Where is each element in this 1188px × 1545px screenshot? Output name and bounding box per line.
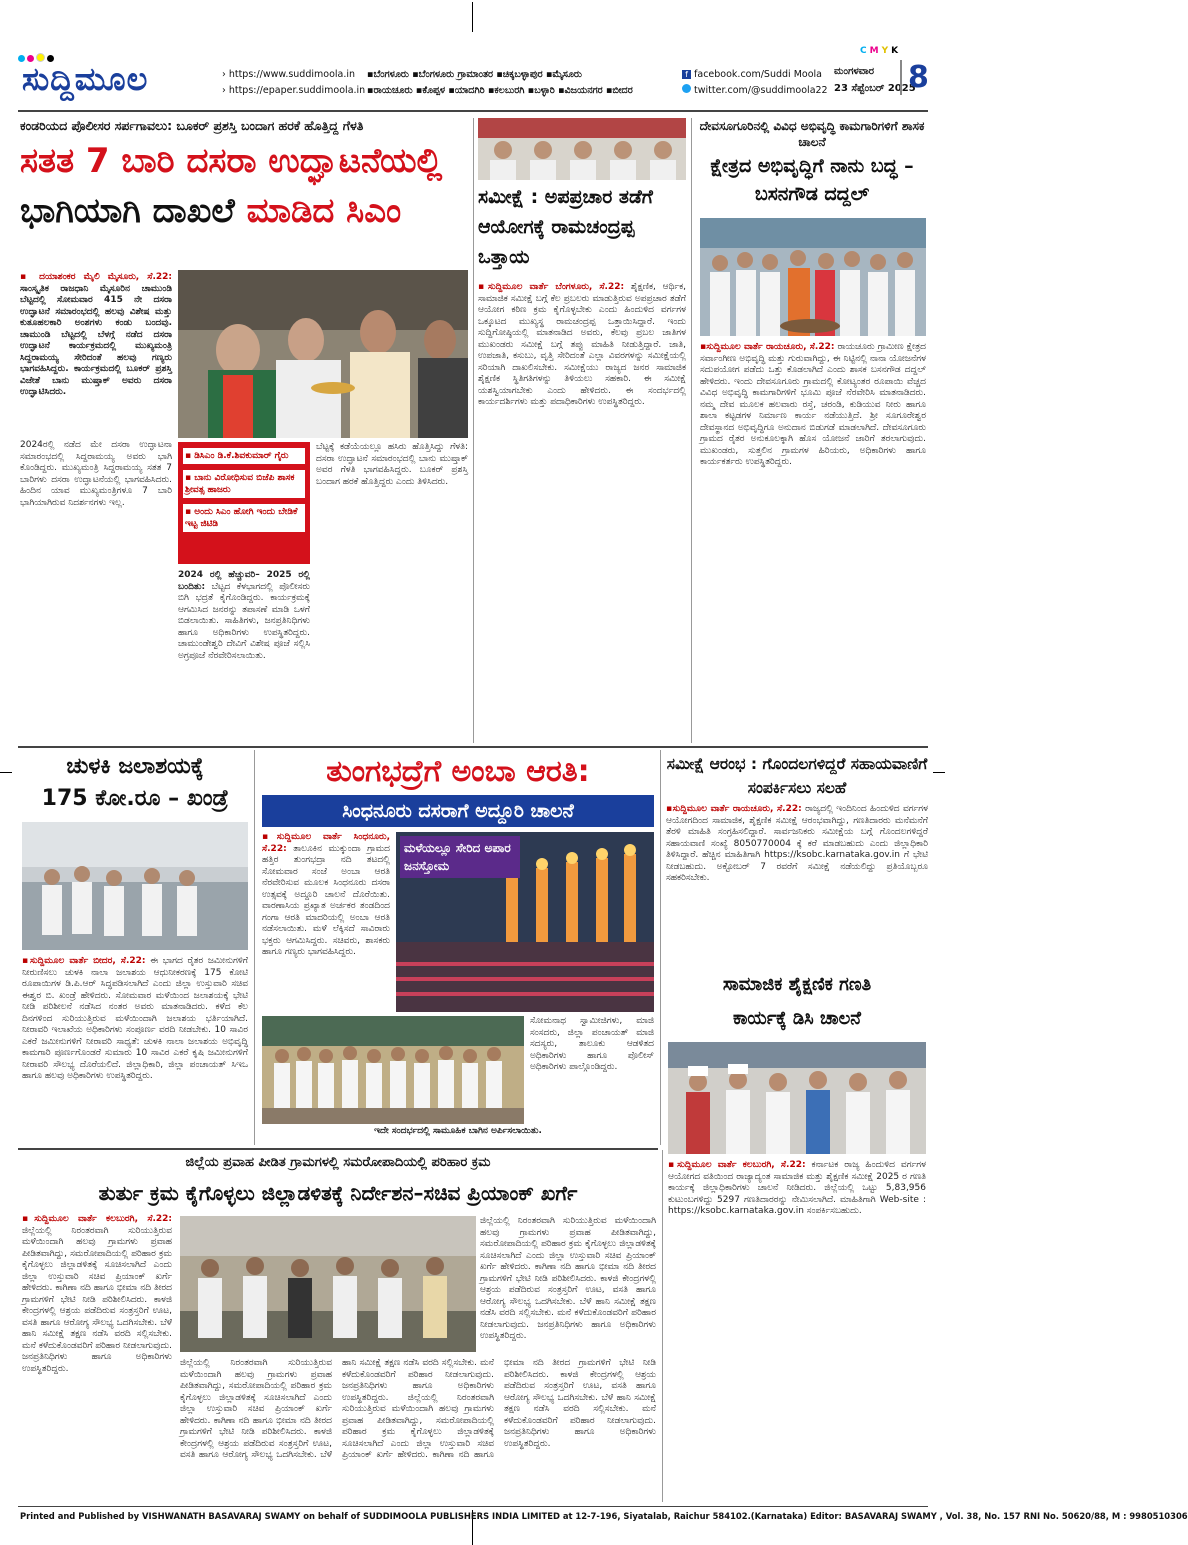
lead-bullet-1: ▪ ಡಿಸಿಎಂ ಡಿ.ಕೆ.ಶಿವಕುಮಾರ್ ಗೈರು [183, 448, 305, 464]
column-rule-2 [691, 118, 692, 743]
samikshe-headline: ಸಮೀಕ್ಷೆ : ಅಪಪ್ರಚಾರ ತಡೆಗೆ ಆಯೋಗಕ್ಕೆ ರಾಮಚಂದ್ರಪ್ಪ ಒತ್ತಾಯ [478, 186, 653, 268]
footer-rule [18, 1506, 928, 1507]
lead-headline-2: ಭಾಗಿಯಾಗಿ ದಾಖಲೆ ಮಾಡಿದ ಸಿಎಂ [20, 191, 402, 231]
devasugur-body: ▪ಸುದ್ದಿಮೂಲ ವಾರ್ತೆ ರಾಯಚೂರು, ಸೆ.22: ರಾಯಚೂರು ಗ್ರಾಮೀಣ ಕ್ಷೇತ್ರದ ಸರ್ವಾಂಗೀಣ ಅಭಿವೃದ್ಧಿ ಮತ್ತು ಗುರುವಾಗಿದ್ದು, ಈ ನಿಟ್ಟಿನಲ್ಲಿ ನಾನಾ ಯೋಜನೆಗಳ ಸದುಪಯೋಗ ಪಡೆದು ಒತ್ತು ಕೊಡಲಾಗಿದೆ ಎಂದು ಶಾಸಕ ಬಸನಗೌಡ ದದ್ದಲ್ ಹೇಳಿದರು. ಇಂದು ದೇವಸೂಗೂರು ಗ್ರಾಮದಲ್ಲಿ ಕೋಟ್ಯಂತರ ರೂಪಾಯಿ ವೆಚ್ಚದ ವಿವಿಧ ಅಭಿವೃದ್ಧಿ ಕಾಮಗಾರಿಗಳಿಗೆ ಭೂಮಿ ಪೂಜೆ ನೆರವೇರಿಸಿ ಮಾತನಾಡಿದರು. ನಮ್ಮ ದೇವ ಮೂಲಕ ಹಲವಾರು ರಸ್ತೆ, ಚರಂಡಿ, ಕುಡಿಯುವ ನೀರು ಹಾಗೂ ಶಾಲಾ ಕಟ್ಟಡಗಳ ನಿರ್ಮಾಣ ಕಾರ್ಯ ನಡೆಯುತ್ತಿದೆ. ಶ್ರೀ ಸೂಗೂರೇಶ್ವರ ದೇವಸ್ಥಾನದ ಅಭಿವೃದ್ಧಿಗೂ ಅನುದಾನ ಬಿಡುಗಡೆ ಮಾಡಲಾಗಿದೆ. ದೇವಸೂಗೂರು ಗ್ರಾಮದ ರೈತರ ಅನುಕೂಲಕ್ಕಾಗಿ ಹೊಸ ಯೋಜನೆ ಜಾರಿಗೆ ತರಲಾಗುವುದು. ಮುಖಂಡರು, ಸುತ್ತಲಿನ ಗ್ರಾಮಗಳ ಹಿರಿಯರು, ಅಧಿಕಾರಿಗಳು ಹಾಗೂ ಕಾರ್ಯಕರ್ತರು ಉಪಸ್ಥಿತರಿದ್ದರು. [700, 342, 926, 467]
section-rule-2 [18, 1148, 658, 1150]
date-label: 23 ಸೆಪ್ಟೆಂಬರ್ 2025 [834, 83, 916, 94]
ganati-photo [668, 1042, 926, 1154]
flood-inspection-photo [180, 1216, 476, 1352]
crop-mark-right [933, 772, 945, 773]
crop-mark-left [0, 772, 12, 773]
column-rule-5 [662, 1150, 663, 1502]
tungabhadra-body: ▪ಸುದ್ದಿಮೂಲ ವಾರ್ತೆ ಸಿಂಧನೂರು, ಸೆ.22: ತಾಲೂಕಿನ ಮುಕ್ಕುಂದಾ ಗ್ರಾಮದ ಹತ್ತಿರ ತುಂಗಭದ್ರಾ ನದಿ ತಟದಲ್ಲಿ ಸೋಮವಾರ ಸಂಜೆ ಅಂಬಾ ಆರತಿ ನೆರವೇರಿಸುವ ಮೂಲಕ ಸಿಂಧನೂರು ದಸರಾ ಉತ್ಸವಕ್ಕೆ ಅದ್ದೂರಿ ಚಾಲನೆ ದೊರೆಯಿತು. ವಾರಣಾಸಿಯ ಪ್ರಖ್ಯಾತ ಅರ್ಚಕರ ತಂಡದಿಂದ ಗಂಗಾ ಆರತಿ ಮಾದರಿಯಲ್ಲಿ ಅಂಬಾ ಆರತಿ ನಡೆಸಲಾಯಿತು. ಮಳೆ ಲೆಕ್ಕಿಸದೆ ಸಾವಿರಾರು ಭಕ್ತರು ಆಗಮಿಸಿದ್ದರು. ಸಚಿವರು, ಶಾಸಕರು ಹಾಗೂ ಗಣ್ಯರು ಭಾಗವಹಿಸಿದ್ದರು. [262, 832, 390, 957]
footer-imprint: Printed and Published by VISHWANATH BASAVARAJ SWAMY on behalf of SUDDIMOOLA PUBLISHERS INDIA LIMITED at 12-7-196, Siyatalab, Raichur 584102.(Karnataka) Editor: BASAVARAJ SWAMY , Vol. 38, No. 157 RNI No. 50620/88, M : 9980510306 [20, 1511, 1188, 1521]
column-rule-1 [473, 118, 474, 743]
lead-headline-1: ಸತತ 7 ಬಾರಿ ದಸರಾ ಉದ್ಘಾಟನೆಯಲ್ಲಿ [20, 141, 443, 181]
lead-kicker: ಕಂಡರಿಯದ ಪೊಲೀಸರ ಸರ್ಪಗಾವಲು: ಬೂಕರ್ ಪ್ರಶಸ್ತಿ ಬಂದಾಗ ಹರಕೆ ಹೊತ್ತಿದ್ದ ಗೆಳತಿ [20, 118, 364, 133]
crop-mark-top [472, 2, 473, 32]
chulaki-headline-2: 175 ಕೋ.ರೂ – ಖಂಡ್ರೆ [41, 786, 229, 811]
lead-subhead: 2024 ರಲ್ಲಿ ಹೆಚ್ಚುವರಿ– 2025 ರಲ್ಲಿ ಬಂದಿತು: [178, 570, 310, 592]
arati-photo-caption: ಮಳೆಯಲ್ಲೂ ಸೇರಿದ ಅಪಾರ ಜನಸ್ತೋಮ [400, 836, 520, 878]
day-label: ಮಂಗಳವಾರ [834, 66, 875, 77]
chulaki-photo [22, 822, 248, 950]
survey-launch-photo [668, 1042, 926, 1154]
chulaki-headline-1: ಚುಳಕಿ ಜಲಾಶಯಕ್ಕೆ [66, 754, 204, 779]
ganati-headline-1: ಸಾಮಾಜಿಕ ಶೈಕ್ಷಣಿಕ ಗಣತಿ [722, 974, 872, 995]
tungabhadra-subhead: ಸಿಂಧನೂರು ದಸರಾಗೆ ಅದ್ದೂರಿ ಚಾಲನೆ [262, 795, 654, 827]
samikshe-photo [478, 118, 686, 180]
cities-line-1: ▪ಬೆಂಗಳೂರು ▪ಬೆಂಗಳೂರು ಗ್ರಾಮಾಂತರ ▪ಚಿಕ್ಕಬಳ್ಳಾಪುರ ▪ಮೈಸೂರು [367, 69, 582, 80]
lead-bullet-box [178, 442, 310, 564]
reservoir-inspection-photo [22, 822, 248, 950]
epaper-link[interactable]: › https://epaper.suddimoola.in [222, 85, 366, 96]
lead-photo [178, 270, 468, 438]
facebook-icon: f [682, 70, 691, 79]
lead-bullet-2: ▪ ಬಾನು ವಿರೋಧಿಸುವ ಬಿಜೆಪಿ ಶಾಸಕ ಶ್ರೀವತ್ಸ ಹಾಜರು [183, 470, 305, 498]
crowd-photo [262, 1016, 524, 1124]
flood-headline: ತುರ್ತು ಕ್ರಮ ಕೈಗೊಳ್ಳಲು ಜಿಲ್ಲಾಡಳಿತಕ್ಕೆ ನಿರ್ದೇಶನ–ಸಚಿವ ಪ್ರಿಯಾಂಕ್ ಖರ್ಗೆ [98, 1181, 578, 1205]
bhoomi-pooja-photo [700, 218, 926, 336]
masthead [22, 62, 927, 106]
logo: ಸುದ್ದಿಮೂಲ [22, 60, 149, 98]
twitter-icon [682, 84, 691, 93]
lead-bullet-3: ▪ ಅಂದು ಸಿಎಂ ಹೋಗಿ ಇಂದು ಬೇಡಿಕೆ ಇಟ್ಟ ಜಿಟಿಡಿ [183, 504, 305, 532]
gondala-headline: ಸಮೀಕ್ಷೆ ಆರಂಭ : ಗೊಂದಲಗಳಿದ್ದರೆ ಸಹಾಯವಾಣಿಗೆ ಸಂಪರ್ಕಿಸಲು ಸಲಹೆ [666, 755, 928, 797]
masthead-rule [18, 110, 928, 112]
lead-byline: ▪ ದಯಾಶಂಕರ ಮೈಲಿ ಮೈಸೂರು, ಸೆ.22: ಸಾಂಸ್ಕೃತಿಕ ರಾಜಧಾನಿ ಮೈಸೂರಿನ ಚಾಮುಂಡಿ ಬೆಟ್ಟದಲ್ಲಿ ಸೋಮವಾರ 415 ನೇ ದಸರಾ ಉದ್ಘಾಟನೆ ಸಮಾರಂಭದಲ್ಲಿ ಹಲವು ವಿಶೇಷ ಮತ್ತು ಕುತೂಹಲಕಾರಿ ಅಂಶಗಳು ಕಂಡು ಬಂದವು. ಚಾಮುಂಡಿ ಬೆಟ್ಟದಲ್ಲಿ ಬೆಳಗ್ಗೆ ನಡೆದ ದಸರಾ ಉದ್ಘಾಟನೆ ಕಾರ್ಯಕ್ರಮದಲ್ಲಿ ಮುಖ್ಯಮಂತ್ರಿ ಸಿದ್ದರಾಮಯ್ಯ ಸೇರಿದಂತೆ ಹಲವು ಗಣ್ಯರು ಭಾಗವಹಿಸಿದ್ದರು. ಕಾರ್ಯಕ್ರಮದಲ್ಲಿ ಬೂಕರ್ ಪ್ರಶಸ್ತಿ ವಿಜೇತೆ ಬಾನು ಮುಷ್ತಾಕ್ ಅವರು ದಸರಾ ಉದ್ಘಾಟಿಸಿದರು. [20, 272, 172, 397]
flood-body-col3: ಜಿಲ್ಲೆಯಲ್ಲಿ ನಿರಂತರವಾಗಿ ಸುರಿಯುತ್ತಿರುವ ಮಳೆಯಿಂದಾಗಿ ಹಲವು ಗ್ರಾಮಗಳು ಪ್ರವಾಹ ಪೀಡಿತವಾಗಿದ್ದು, ಸಮರೋಪಾದಿಯಲ್ಲಿ ಪರಿಹಾರ ಕ್ರಮ ಕೈಗೊಳ್ಳಲು ಜಿಲ್ಲಾಡಳಿತಕ್ಕೆ ಸೂಚಿಸಲಾಗಿದೆ ಎಂದು ಜಿಲ್ಲಾ ಉಸ್ತುವಾರಿ ಸಚಿವ ಪ್ರಿಯಾಂಕ್ ಖರ್ಗೆ ಹೇಳಿದರು. ಕಾಗಿಣಾ ನದಿ ಹಾಗೂ ಭೀಮಾ ನದಿ ತೀರದ ಗ್ರಾಮಗಳಿಗೆ ಭೇಟಿ ನೀಡಿ ಪರಿಶೀಲಿಸಿದರು. ಕಾಳಜಿ ಕೇಂದ್ರಗಳಲ್ಲಿ ಆಶ್ರಯ ಪಡೆದಿರುವ ಸಂತ್ರಸ್ತರಿಗೆ ಊಟ, ವಸತಿ ಹಾಗೂ ಆರೋಗ್ಯ ಸೌಲಭ್ಯ ಒದಗಿಸಬೇಕು. ಬೆಳೆ ಹಾನಿ ಸಮೀಕ್ಷೆ ತಕ್ಷಣ ನಡೆಸಿ ವರದಿ ಸಲ್ಲಿಸಬೇಕು. ಮನೆ ಕಳೆದುಕೊಂಡವರಿಗೆ ಪರಿಹಾರ ನೀಡಲಾಗುವುದು. ಜನಪ್ರತಿನಿಧಿಗಳು ಹಾಗೂ ಅಧಿಕಾರಿಗಳು ಉಪಸ್ಥಿತರಿದ್ದರು. ಜಿಲ್ಲೆಯಲ್ಲಿ ನಿರಂತರವಾಗಿ ಸುರಿಯುತ್ತಿರುವ ಮಳೆಯಿಂದಾಗಿ ಹಲವು ಗ್ರಾಮಗಳು ಪ್ರವಾಹ ಪೀಡಿತವಾಗಿದ್ದು, ಸಮರೋಪಾದಿಯಲ್ಲಿ ಪರಿಹಾರ ಕ್ರಮ ಕೈಗೊಳ್ಳಲು ಜಿಲ್ಲಾಡಳಿತಕ್ಕೆ ಸೂಚಿಸಲಾಗಿದೆ ಎಂದು ಜಿಲ್ಲಾ ಉಸ್ತುವಾರಿ ಸಚಿವ ಪ್ರಿಯಾಂಕ್ ಖರ್ಗೆ ಹೇಳಿದರು. ಕಾಗಿಣಾ ನದಿ ಹಾಗೂ ಭೀಮಾ ನದಿ ತೀರದ ಗ್ರಾಮಗಳಿಗೆ ಭೇಟಿ ನೀಡಿ ಪರಿಶೀಲಿಸಿದರು. ಕಾಳಜಿ ಕೇಂದ್ರಗಳಲ್ಲಿ ಆಶ್ರಯ ಪಡೆದಿರುವ ಸಂತ್ರಸ್ತರಿಗೆ ಊಟ, ವಸತಿ ಹಾಗೂ ಆರೋಗ್ಯ ಸೌಲಭ್ಯ ಒದಗಿಸಬೇಕು. ಬೆಳೆ ಹಾನಿ ಸಮೀಕ್ಷೆ ತಕ್ಷಣ ನಡೆಸಿ ವರದಿ ಸಲ್ಲಿಸಬೇಕು. ಮನೆ ಕಳೆದುಕೊಂಡವರಿಗೆ ಪರಿಹಾರ ನೀಡಲಾಗುವುದು. ಜನಪ್ರತಿನಿಧಿಗಳು ಹಾಗೂ ಅಧಿಕಾರಿಗಳು ಉಪಸ್ಥಿತರಿದ್ದರು. [180, 1358, 656, 1460]
twitter-link[interactable]: twitter.com/@suddimoola22 [682, 84, 828, 97]
website-link[interactable]: › https://www.suddimoola.in [222, 69, 356, 80]
column-rule-3 [254, 750, 255, 1145]
cities-line-2: ▪ರಾಯಚೂರು ▪ಕೊಪ್ಪಳ ▪ಯಾದಗಿರಿ ▪ಕಲಬುರಗಿ ▪ಬಳ್ಳಾರಿ ▪ವಿಜಯನಗರ ▪ಬೀದರ [367, 85, 633, 96]
press-meet-photo [478, 118, 686, 180]
samikshe-body: ▪ಸುದ್ದಿಮೂಲ ವಾರ್ತೆ ಬೆಂಗಳೂರು, ಸೆ.22: ಶೈಕ್ಷಣಿಕ, ಆರ್ಥಿಕ, ಸಾಮಾಜಿಕ ಸಮೀಕ್ಷೆ ಬಗ್ಗೆ ಕೆಲ ಪ್ರಬಲರು ಮಾಡುತ್ತಿರುವ ಅಪಪ್ರಚಾರ ತಡೆಗೆ ಆಯೋಗ ಕಠಿಣ ಕ್ರಮ ಕೈಗೊಳ್ಳಬೇಕು ಎಂದು ಹಿಂದುಳಿದ ವರ್ಗಗಳ ಒಕ್ಕೂಟದ ಮುಖ್ಯಸ್ಥ ರಾಮಚಂದ್ರಪ್ಪ ಒತ್ತಾಯಿಸಿದ್ದಾರೆ. ಇಂದು ಸುದ್ದಿಗೋಷ್ಠಿಯಲ್ಲಿ ಮಾತನಾಡಿದ ಅವರು, ಕೆಲವು ಪ್ರಬಲ ಜಾತಿಗಳ ಮುಖಂಡರು ಸಮೀಕ್ಷೆ ಬಗ್ಗೆ ತಪ್ಪು ಮಾಹಿತಿ ನೀಡುತ್ತಿದ್ದಾರೆ. ಜಾತಿ, ಉಪಜಾತಿ, ಕಸುಬು, ವೃತ್ತಿ ಸೇರಿದಂತೆ ಎಲ್ಲಾ ವಿವರಗಳನ್ನು ಸಮೀಕ್ಷೆಯಲ್ಲಿ ಸರಿಯಾಗಿ ದಾಖಲಿಸಬೇಕು. ಸಮೀಕ್ಷೆಯು ರಾಜ್ಯದ ಜನರ ಸಾಮಾಜಿಕ ಶೈಕ್ಷಣಿಕ ಸ್ಥಿತಿಗತಿಗಳನ್ನು ತಿಳಿಯಲು ಸಹಕಾರಿ. ಈ ಸಮೀಕ್ಷೆ ಯಶಸ್ವಿಯಾಗಬೇಕು ಎಂದು ಹೇಳಿದರು. ಈ ಸಂದರ್ಭದಲ್ಲಿ ಕಾರ್ಯದರ್ಶಿಗಳು ಮತ್ತು ಪದಾಧಿಕಾರಿಗಳು ಉಪಸ್ಥಿತರಿದ್ದರು. [478, 282, 686, 407]
column-rule-4 [660, 750, 661, 1145]
chulaki-body: ▪ಸುದ್ದಿಮೂಲ ವಾರ್ತೆ ಬೀದರ, ಸೆ.22: ಈ ಭಾಗದ ರೈತರ ಜಮೀನುಗಳಿಗೆ ನೀರುಣಿಸಲು ಚುಳಕಿ ನಾಲಾ ಜಲಾಶಯ ಆಧುನೀಕರಣಕ್ಕೆ 175 ಕೋಟಿ ರೂಪಾಯಿಗಳ ಡಿ.ಪಿ.ಆರ್ ಸಿದ್ಧಪಡಿಸಲಾಗಿದೆ ಎಂದು ಜಿಲ್ಲಾ ಉಸ್ತುವಾರಿ ಸಚಿವ ಈಶ್ವರ ಬಿ. ಖಂಡ್ರೆ ಹೇಳಿದರು. ಸೋಮವಾರ ಮಳೆಯಿಂದ ಜಲಾಶಯಕ್ಕೆ ಭೇಟಿ ನೀಡಿ ಪರಿಶೀಲನೆ ನಡೆಸಿದ ನಂತರ ಅವರು ಮಾತನಾಡಿದರು. ಕಳೆದ ಕೆಲ ದಿನಗಳಿಂದ ಸುರಿಯುತ್ತಿರುವ ಮಳೆಯಿಂದಾಗಿ ಜಲಾಶಯ ಭರ್ತಿಯಾಗಿದೆ. ನೀರಾವರಿ ಇಲಾಖೆಯ ಅಧಿಕಾರಿಗಳು ಸಂಪೂರ್ಣ ವರದಿ ನೀಡಬೇಕು. 10 ಸಾವಿರ ಎಕರೆ ಜಮೀನುಗಳಿಗೆ ನೀರಾವರಿ ಸಾಧ್ಯತೆ: ಚುಳಕಿ ನಾಲಾ ಜಲಾಶಯ ಅಭಿವೃದ್ಧಿ ಕಾಮಗಾರಿ ಪೂರ್ಣಗೊಂಡರೆ ಸುಮಾರು 10 ಸಾವಿರ ಎಕರೆ ಕೃಷಿ ಜಮೀನುಗಳಿಗೆ ನೀರಾವರಿ ಸೌಲಭ್ಯ ದೊರೆಯಲಿದೆ. ಜಿಲ್ಲಾಧಿಕಾರಿ, ಜಿಲ್ಲಾ ಪಂಚಾಯತ್ ಸಿಇಒ ಹಾಗೂ ಹಲವು ಅಧಿಕಾರಿಗಳು ಉಪಸ್ಥಿತರಿದ್ದರು. [22, 956, 248, 1081]
flood-body-col2: ಜಿಲ್ಲೆಯಲ್ಲಿ ನಿರಂತರವಾಗಿ ಸುರಿಯುತ್ತಿರುವ ಮಳೆಯಿಂದಾಗಿ ಹಲವು ಗ್ರಾಮಗಳು ಪ್ರವಾಹ ಪೀಡಿತವಾಗಿದ್ದು, ಸಮರೋಪಾದಿಯಲ್ಲಿ ಪರಿಹಾರ ಕ್ರಮ ಕೈಗೊಳ್ಳಲು ಜಿಲ್ಲಾಡಳಿತಕ್ಕೆ ಸೂಚಿಸಲಾಗಿದೆ ಎಂದು ಜಿಲ್ಲಾ ಉಸ್ತುವಾರಿ ಸಚಿವ ಪ್ರಿಯಾಂಕ್ ಖರ್ಗೆ ಹೇಳಿದರು. ಕಾಗಿಣಾ ನದಿ ಹಾಗೂ ಭೀಮಾ ನದಿ ತೀರದ ಗ್ರಾಮಗಳಿಗೆ ಭೇಟಿ ನೀಡಿ ಪರಿಶೀಲಿಸಿದರು. ಕಾಳಜಿ ಕೇಂದ್ರಗಳಲ್ಲಿ ಆಶ್ರಯ ಪಡೆದಿರುವ ಸಂತ್ರಸ್ತರಿಗೆ ಊಟ, ವಸತಿ ಹಾಗೂ ಆರೋಗ್ಯ ಸೌಲಭ್ಯ ಒದಗಿಸಬೇಕು. ಬೆಳೆ ಹಾನಿ ಸಮೀಕ್ಷೆ ತಕ್ಷಣ ನಡೆಸಿ ವರದಿ ಸಲ್ಲಿಸಬೇಕು. ಮನೆ ಕಳೆದುಕೊಂಡವರಿಗೆ ಪರಿಹಾರ ನೀಡಲಾಗುವುದು. ಜನಪ್ರತಿನಿಧಿಗಳು ಹಾಗೂ ಅಧಿಕಾರಿಗಳು ಉಪಸ್ಥಿತರಿದ್ದರು. [480, 1216, 656, 1341]
gondala-body: ▪ಸುದ್ದಿಮೂಲ ವಾರ್ತೆ ರಾಯಚೂರು, ಸೆ.22: ರಾಜ್ಯದಲ್ಲಿ ಇಂದಿನಿಂದ ಹಿಂದುಳಿದ ವರ್ಗಗಳ ಆಯೋಗದಿಂದ ಸಾಮಾಜಿಕ, ಶೈಕ್ಷಣಿಕ ಸಮೀಕ್ಷೆ ಆರಂಭವಾಗಿದ್ದು, ಗಣತಿದಾರರು ಮನೆಮನೆಗೆ ತೆರಳಿ ಮಾಹಿತಿ ಸಂಗ್ರಹಿಸಲಿದ್ದಾರೆ. ಸಾರ್ವಜನಿಕರು ಸಮೀಕ್ಷೆಯ ಬಗ್ಗೆ ಗೊಂದಲಗಳಿದ್ದರೆ ಸಹಾಯವಾಣಿ ಸಂಖ್ಯೆ 8050770004 ಕ್ಕೆ ಕರೆ ಮಾಡಬಹುದು ಎಂದು ಜಿಲ್ಲಾಧಿಕಾರಿ ತಿಳಿಸಿದ್ದಾರೆ. ಹೆಚ್ಚಿನ ಮಾಹಿತಿಗಾಗಿ https://ksobc.karnataka.gov.in ಗೆ ಭೇಟಿ ನೀಡಬಹುದು. ಅಕ್ಟೋಬರ್ 7 ರವರೆಗೆ ಸಮೀಕ್ಷೆ ನಡೆಯಲಿದ್ದು ಪ್ರತಿಯೊಬ್ಬರೂ ಸಹಕರಿಸಬೇಕು. [666, 804, 929, 883]
flood-kicker: ಜಿಲ್ಲೆಯ ಪ್ರವಾಹ ಪೀಡಿತ ಗ್ರಾಮಗಳಲ್ಲಿ ಸಮರೋಪಾದಿಯಲ್ಲಿ ಪರಿಹಾರ ಕ್ರಮ [185, 1155, 491, 1170]
devasugur-headline: ಕ್ಷೇತ್ರದ ಅಭಿವೃದ್ಧಿಗೆ ನಾನು ಬದ್ಧ – ಬಸನಗೌಡ ದದ್ದಲ್ [710, 155, 914, 205]
tungabhadra-caption: ಇದೇ ಸಂದರ್ಭದಲ್ಲಿ ಸಾಮೂಹಿಕ ಬಾಗಿನ ಅರ್ಪಿಸಲಾಯಿತು. [374, 1126, 542, 1136]
bagina-arpane-photo [262, 1016, 524, 1124]
flood-photo [180, 1216, 476, 1352]
ganati-body: ▪ಸುದ್ದಿಮೂಲ ವಾರ್ತೆ ಕಲಬುರಗಿ, ಸೆ.22: ಕರ್ನಾಟಕ ರಾಜ್ಯ ಹಿಂದುಳಿದ ವರ್ಗಗಳ ಆಯೋಗದ ವತಿಯಿಂದ ರಾಜ್ಯಾದ್ಯಂತ ಸಾಮಾಜಿಕ ಮತ್ತು ಶೈಕ್ಷಣಿಕ ಸಮೀಕ್ಷೆ 2025 ರ ಗಣತಿ ಕಾರ್ಯಕ್ಕೆ ಜಿಲ್ಲಾಧಿಕಾರಿಗಳು ಚಾಲನೆ ನೀಡಿದರು. ಜಿಲ್ಲೆಯಲ್ಲಿ ಒಟ್ಟು 5,83,956 ಕುಟುಂಬಗಳಿದ್ದು 5297 ಗಣತಿದಾರರನ್ನು ನೇಮಿಸಲಾಗಿದೆ. ಮಾಹಿತಿಗಾಗಿ Web-site : https://ksobc.karnataka.gov.in ಸಂಪರ್ಕಿಸಬಹುದು. [668, 1160, 926, 1216]
lead-body-col3: ಬೆಟ್ಟಕ್ಕೆ ಕಡೆಯೆಯಲ್ಲೂ ಹಸಿರು ಹೊತ್ತಿಸಿದ್ದು ಗೆಳತಿ: ದಸರಾ ಉದ್ಘಾಟನೆ ಸಮಾರಂಭದಲ್ಲಿ ಬಾನು ಮುಷ್ತಾಕ್ ಅವರ ಗೆಳತಿ ಭಾಗವಹಿಸಿದ್ದರು. ಬೂಕರ್ ಪ್ರಶಸ್ತಿ ಬಂದಾಗ ಹರಕೆ ಹೊತ್ತಿದ್ದರು ಎಂದು ತಿಳಿಸಿದರು. [316, 442, 468, 487]
page-number: 8 [900, 60, 929, 95]
dasara-inauguration-photo [178, 270, 468, 438]
ganati-headline-2: ಕಾರ್ಯಕ್ಕೆ ಡಿಸಿ ಚಾಲನೆ [732, 1008, 862, 1029]
facebook-link[interactable]: f facebook.com/Suddi Moola [682, 68, 822, 81]
devasugur-photo [700, 218, 926, 336]
section-rule-1 [18, 746, 928, 748]
arati-photo [396, 832, 654, 1012]
tungabhadra-headline: ತುಂಗಭದ್ರೆಗೆ ಅಂಬಾ ಆರತಿ: [326, 754, 590, 789]
devasugur-kicker: ದೇವಸೂಗೂರಿನಲ್ಲಿ ವಿವಿಧ ಅಭಿವೃದ್ಧಿ ಕಾಮಗಾರಿಗಳಿಗೆ ಶಾಸಕ ಚಾಲನೆ [699, 119, 925, 149]
flood-body: ▪ಸುದ್ದಿಮೂಲ ವಾರ್ತೆ ಕಲಬುರಗಿ, ಸೆ.22: ಜಿಲ್ಲೆಯಲ್ಲಿ ನಿರಂತರವಾಗಿ ಸುರಿಯುತ್ತಿರುವ ಮಳೆಯಿಂದಾಗಿ ಹಲವು ಗ್ರಾಮಗಳು ಪ್ರವಾಹ ಪೀಡಿತವಾಗಿದ್ದು, ಸಮರೋಪಾದಿಯಲ್ಲಿ ಪರಿಹಾರ ಕ್ರಮ ಕೈಗೊಳ್ಳಲು ಜಿಲ್ಲಾಡಳಿತಕ್ಕೆ ಸೂಚಿಸಲಾಗಿದೆ ಎಂದು ಜಿಲ್ಲಾ ಉಸ್ತುವಾರಿ ಸಚಿವ ಪ್ರಿಯಾಂಕ್ ಖರ್ಗೆ ಹೇಳಿದರು. ಕಾಗಿಣಾ ನದಿ ಹಾಗೂ ಭೀಮಾ ನದಿ ತೀರದ ಗ್ರಾಮಗಳಿಗೆ ಭೇಟಿ ನೀಡಿ ಪರಿಶೀಲಿಸಿದರು. ಕಾಳಜಿ ಕೇಂದ್ರಗಳಲ್ಲಿ ಆಶ್ರಯ ಪಡೆದಿರುವ ಸಂತ್ರಸ್ತರಿಗೆ ಊಟ, ವಸತಿ ಹಾಗೂ ಆರೋಗ್ಯ ಸೌಲಭ್ಯ ಒದಗಿಸಬೇಕು. ಬೆಳೆ ಹಾನಿ ಸಮೀಕ್ಷೆ ತಕ್ಷಣ ನಡೆಸಿ ವರದಿ ಸಲ್ಲಿಸಬೇಕು. ಮನೆ ಕಳೆದುಕೊಂಡವರಿಗೆ ಪರಿಹಾರ ನೀಡಲಾಗುವುದು. ಜನಪ್ರತಿನಿಧಿಗಳು ಹಾಗೂ ಅಧಿಕಾರಿಗಳು ಉಪಸ್ಥಿತರಿದ್ದರು. [22, 1214, 172, 1374]
cmyk-mark: CMYK [860, 46, 902, 56]
lead-body-col2b: 2024 ರಲ್ಲಿ ಹೆಚ್ಚುವರಿ– 2025 ರಲ್ಲಿ ಬಂದಿತು: ಬೆಟ್ಟದ ಕೆಳಭಾಗದಲ್ಲಿ ಪೊಲೀಸರು ಬಿಗಿ ಭದ್ರತೆ ಕೈಗೊಂಡಿದ್ದರು. ಕಾರ್ಯಕ್ರಮಕ್ಕೆ ಆಗಮಿಸಿದ ಜನರನ್ನು ತಪಾಸಣೆ ಮಾಡಿ ಒಳಗೆ ಬಿಡಲಾಯಿತು. ಸಾಹಿತಿಗಳು, ಜನಪ್ರತಿನಿಧಿಗಳು ಹಾಗೂ ಅಧಿಕಾರಿಗಳು ಉಪಸ್ಥಿತರಿದ್ದರು. ಚಾಮುಂಡೇಶ್ವರಿ ದೇವಿಗೆ ವಿಶೇಷ ಪೂಜೆ ಸಲ್ಲಿಸಿ ಅಗ್ರಪೂಜೆ ನೆರವೇರಿಸಲಾಯಿತು. [178, 570, 310, 661]
tungabhadra-body2: ಸೋಮನಾಥ ಸ್ವಾಮೀಜಿಗಳು, ಮಾಜಿ ಸಂಸದರು, ಜಿಲ್ಲಾ ಪಂಚಾಯತ್ ಮಾಜಿ ಸದಸ್ಯರು, ತಾಲೂಕು ಆಡಳಿತದ ಅಧಿಕಾರಿಗಳು ಹಾಗೂ ಪೊಲೀಸ್ ಅಧಿಕಾರಿಗಳು ಪಾಲ್ಗೊಂಡಿದ್ದರು. [530, 1016, 654, 1072]
lead-body-col1: 2024ರಲ್ಲಿ ನಡೆದ ಮೇ ದಸರಾ ಉದ್ಘಾಟನಾ ಸಮಾರಂಭದಲ್ಲಿ ಸಿದ್ದರಾಮಯ್ಯ ಅವರು ಭಾಗಿ ಕೊಂಡಿದ್ದರು. ಮುಖ್ಯಮಂತ್ರಿ ಸಿದ್ದರಾಮಯ್ಯ ಸತತ 7 ಬಾರಿಗಳು ದಸರಾ ಉದ್ಘಾಟನೆಯಲ್ಲಿ ಭಾಗವಹಿಸಿದರು. ಹಿಂದಿನ ಯಾವ ಮುಖ್ಯಮಂತ್ರಿಗಳೂ 7 ಬಾರಿ ಭಾಗಿಯಾಗಿರುವ ನಿದರ್ಶನಗಳು ಇಲ್ಲ. [20, 440, 172, 508]
